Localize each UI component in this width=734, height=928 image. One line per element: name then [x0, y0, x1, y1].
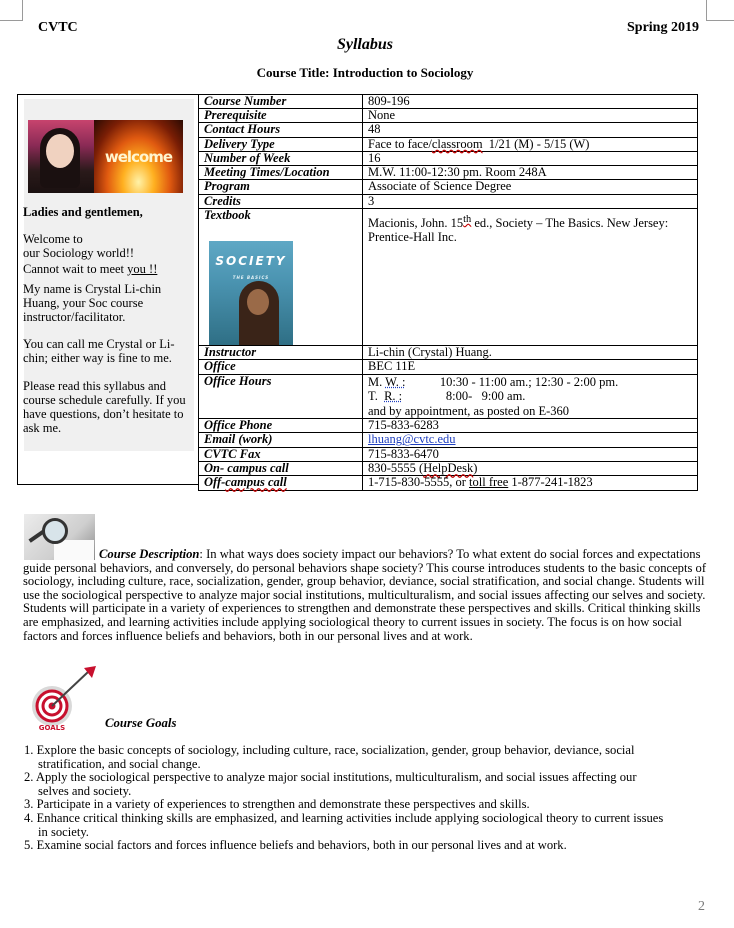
page-number: 2	[698, 899, 705, 914]
table-row	[199, 447, 698, 461]
delivery-dates: 1/21 (M) - 5/15 (W)	[482, 136, 590, 151]
program-label: Program	[199, 180, 363, 194]
off-campus-label-b: campus call	[225, 475, 287, 490]
course-title: Course Title: Introduction to Sociology	[256, 65, 474, 80]
office-hours-label: Office Hours	[199, 374, 363, 419]
welcome-fire-image	[94, 120, 183, 193]
welcome-image-text: welcome	[104, 148, 173, 166]
delivery-type-value	[363, 137, 698, 151]
table-row	[199, 360, 698, 374]
table-row	[199, 433, 698, 447]
hours2-day-a: T.	[368, 389, 385, 404]
textbook-cover-image	[209, 241, 293, 345]
on-campus-close: )	[473, 461, 478, 476]
table-row	[199, 95, 698, 109]
instructor-value: Li-chin (Crystal) Huang.	[363, 346, 698, 360]
list-item: 2. Apply the sociological perspective to analyze major social institutions, multiculturalism, and social issues affecting our selves and society.	[24, 770, 637, 798]
on-campus-helpdesk: HelpDesk	[423, 461, 474, 476]
table-row	[199, 462, 698, 476]
hours2-day-b: R. :	[384, 389, 403, 404]
off-campus-toll-free: toll free	[469, 475, 509, 490]
book-cover-face	[247, 289, 269, 315]
list-item: 1. Explore the basic concepts of sociology, including culture, race, socialization, gender, group behavior, deviance, social stratification, and social change.	[24, 743, 635, 771]
table-row	[199, 137, 698, 151]
course-description-text: : In what ways does society impact our behaviors? To what extent do social forces and expectations guide personal behaviors, and conversely, do personal behaviors shape society? This course introduces students to the basic concepts of sociology, including culture, race, socialization, gender, group behavior, deviance, social stratification, and social change. Students will use the sociological perspective to analyze major social institutions, multiculturalism, and social issues affecting our selves and society. Students will participate in a variety of experiences to strengthen and demonstrate these perspectives and skills. Critical thinking skills are emphasized, and learning activities include applying sociological theory to current issues in society. The focus is on how social factors and forces influence beliefs and behaviors, both in our personal lives and at work.	[23, 547, 707, 643]
read-syllabus-text: Please read this syllabus and course schedule carefully. If you have questions, don’t hesitate to ask me.	[23, 379, 186, 435]
table-row	[199, 151, 698, 165]
magnifier-glass	[42, 518, 68, 544]
delivery-part-a: Face to face/	[368, 136, 432, 151]
goals-target-icon	[26, 664, 100, 730]
off-campus-toll-number: 1-877-241-1823	[508, 475, 593, 490]
on-campus-value	[363, 462, 698, 476]
textbook-label-cell	[199, 209, 363, 346]
page-corner-mark	[706, 0, 734, 21]
office-label: Office	[199, 360, 363, 374]
weeks-value: 16	[363, 151, 698, 165]
contact-hours-label: Contact Hours	[199, 123, 363, 137]
hours1-times: 10:30 - 11:00 am.; 12:30 - 2:00 pm.	[405, 374, 619, 389]
office-hours-line-1	[368, 375, 697, 390]
email-link[interactable]: lhuang@cvtc.edu	[368, 432, 456, 447]
term-label: Spring 2019	[627, 20, 699, 35]
office-phone-label: Office Phone	[199, 419, 363, 433]
list-item: 4. Enhance critical thinking skills are emphasized, and learning activities include applying sociological theory to current issues in society.	[24, 810, 664, 839]
meeting-value: M.W. 11:00-12:30 pm. Room 248A	[363, 166, 698, 180]
delivery-classroom: classroom	[431, 136, 483, 151]
instructor-label: Instructor	[199, 346, 363, 360]
on-campus-label: On- campus call	[199, 462, 363, 476]
table-row	[199, 123, 698, 137]
email-label: Email (work)	[199, 433, 363, 447]
cannot-wait-line	[23, 262, 191, 276]
cannot-wait-text: Cannot wait to meet	[23, 262, 128, 276]
hours1-day-b: W. :	[385, 374, 406, 389]
fax-label: CVTC Fax	[199, 447, 363, 461]
office-value: BEC 11E	[363, 360, 698, 374]
course-number-value: 809-196	[363, 95, 698, 109]
course-goals-heading: Course Goals	[105, 716, 177, 730]
welcome-line-1: Welcome to	[23, 232, 83, 246]
textbook-author: Macionis, John. 15	[368, 216, 464, 231]
welcome-message	[23, 205, 191, 441]
fax-value: 715-833-6470	[363, 447, 698, 461]
call-me-text: You can call me Crystal or Li-chin; either way is fine to me.	[23, 337, 175, 365]
school-name: CVTC	[38, 20, 78, 35]
table-row	[199, 374, 698, 419]
table-row	[199, 109, 698, 123]
textbook-value	[363, 209, 698, 346]
delivery-type-label: Delivery Type	[199, 137, 363, 151]
table-row	[199, 346, 698, 360]
textbook-sup: th	[463, 214, 472, 226]
hours1-day-a: M.	[368, 374, 386, 389]
table-row	[199, 476, 698, 490]
textbook-label: Textbook	[204, 208, 251, 223]
course-number-label: Course Number	[199, 95, 363, 109]
weeks-label: Number of Week	[199, 151, 363, 165]
welcome-lines	[23, 232, 191, 260]
list-item: 3. Participate in a variety of experiences to strengthen and demonstrate these perspectives and skills.	[24, 797, 530, 812]
off-campus-value	[363, 476, 698, 490]
welcome-line-2: our Sociology world!!	[23, 246, 135, 260]
credits-label: Credits	[199, 194, 363, 208]
table-row	[199, 209, 698, 346]
course-goals-list	[24, 744, 664, 853]
program-value: Associate of Science Degree	[363, 180, 698, 194]
hours2-times: 8:00- 9:00 am.	[402, 389, 526, 404]
office-hours-line-3: and by appointment, as posted on E-360	[368, 403, 570, 418]
textbook-title: ed., Society – The Basics. New Jersey: Prentice-Hall Inc.	[368, 216, 669, 245]
meeting-label: Meeting Times/Location	[199, 166, 363, 180]
on-campus-number: 830-5555 (	[368, 461, 424, 476]
prerequisite-label: Prerequisite	[199, 109, 363, 123]
credits-value: 3	[363, 194, 698, 208]
list-item: 5. Examine social factors and forces influence beliefs and behaviors, both in our personal lives and at work.	[24, 838, 567, 853]
email-cell	[363, 433, 698, 447]
course-description	[23, 548, 711, 643]
contact-hours-value: 48	[363, 123, 698, 137]
table-row	[199, 166, 698, 180]
table-row	[199, 180, 698, 194]
off-campus-label-a: Off-	[204, 475, 226, 490]
course-description-heading: Course Description	[99, 547, 200, 561]
office-hours-line-2	[368, 389, 697, 404]
cannot-wait-you: you !!	[127, 262, 158, 276]
table-row	[199, 419, 698, 433]
instructor-photo	[28, 120, 94, 193]
off-campus-number: 1-715-830-5555, or	[368, 475, 470, 490]
office-phone-value: 715-833-6283	[363, 419, 698, 433]
table-row	[199, 194, 698, 208]
book-cover-subtitle: THE BASICS	[232, 275, 270, 281]
course-info-table	[198, 94, 698, 491]
welcome-greeting: Ladies and gentlemen,	[23, 205, 143, 219]
book-cover-title: SOCIETY	[215, 254, 287, 269]
office-hours-value	[363, 374, 698, 419]
instructor-intro: My name is Crystal Li-chin Huang, your Soc course instructor/facilitator.	[23, 282, 162, 324]
photo-face	[46, 134, 74, 168]
off-campus-label	[199, 476, 363, 490]
page-corner-mark	[0, 0, 23, 21]
goals-icon-text: GOALS	[38, 724, 66, 730]
prerequisite-value: None	[363, 109, 698, 123]
document-title: Syllabus	[336, 36, 393, 53]
